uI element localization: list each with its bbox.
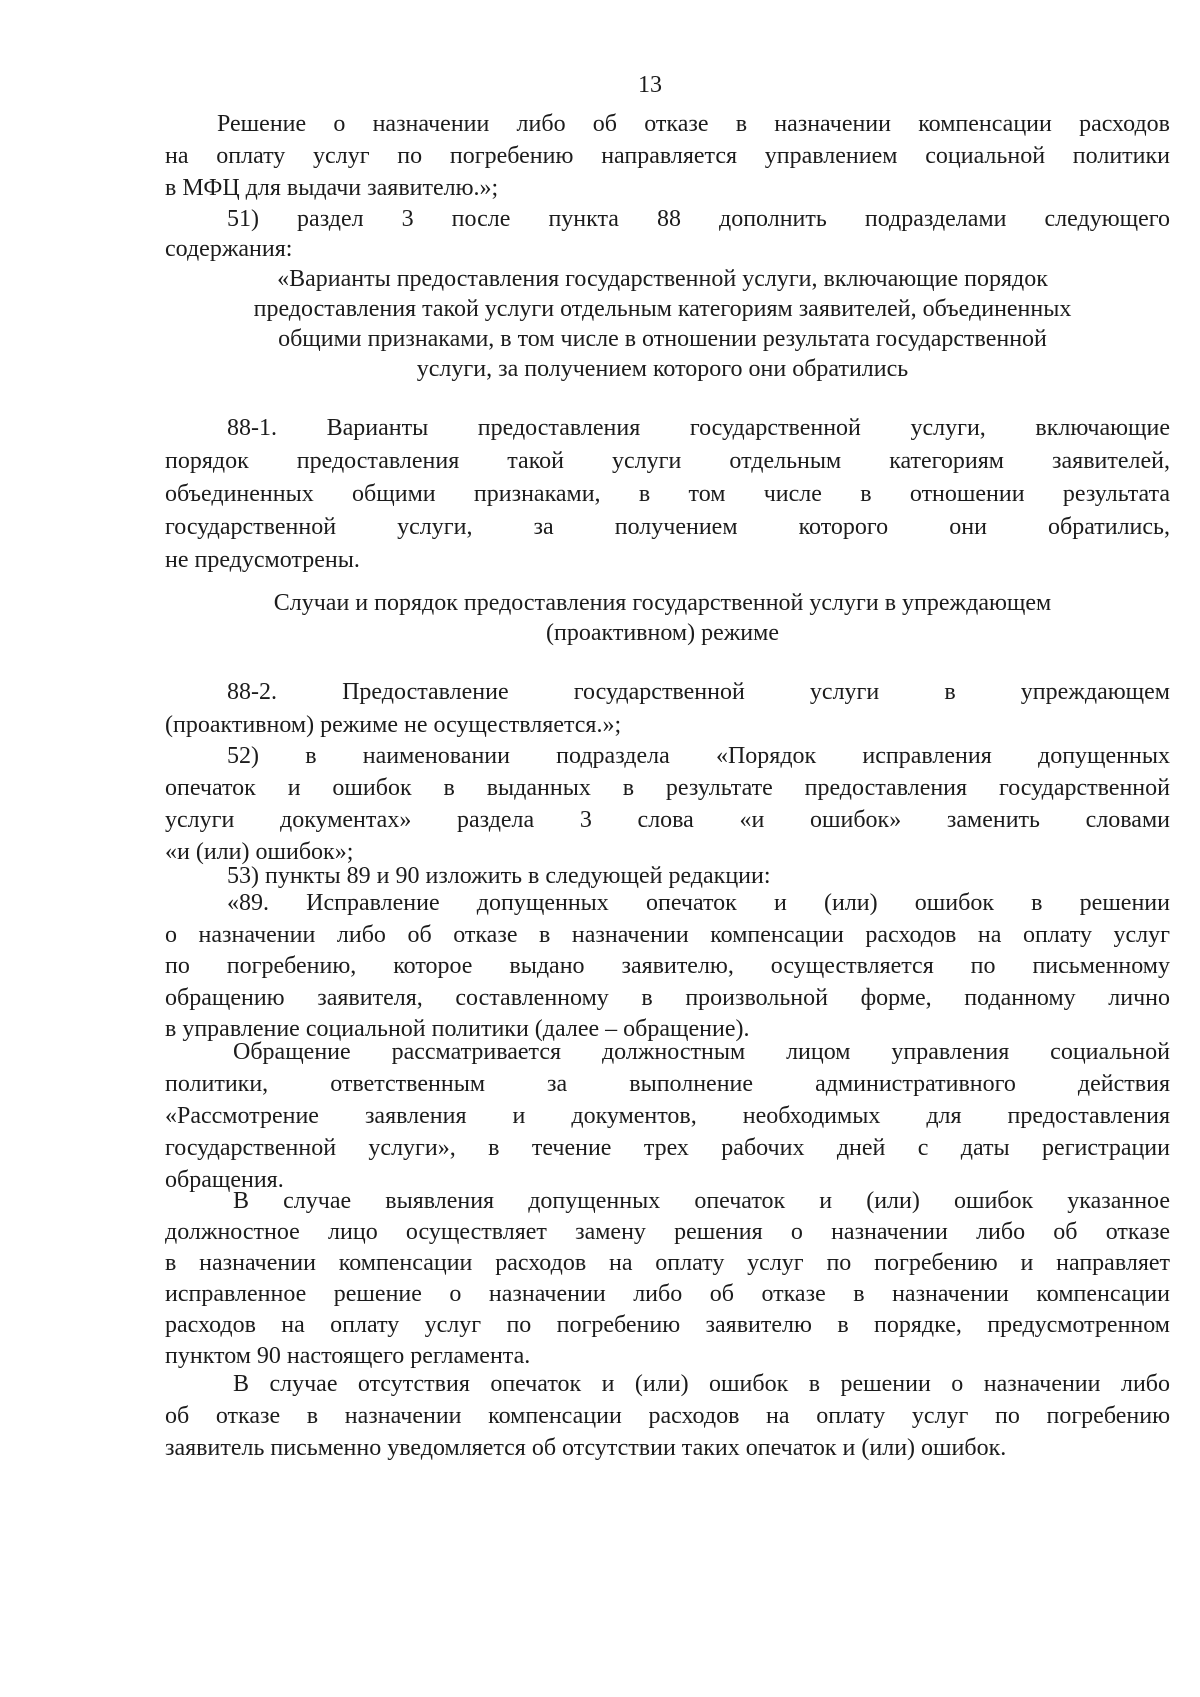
text-line: в управление социальной политики (далее – обращение).: [165, 1016, 750, 1042]
text-line: опечаток и ошибок в выданных в результате предоставления государственной: [165, 775, 1170, 801]
text-line: государственной услуги», в течение трех рабочих дней с даты регистрации: [165, 1135, 1170, 1161]
text-line: в МФЦ для выдачи заявителю.»;: [165, 175, 499, 201]
paragraph-88-1: [165, 412, 1170, 577]
text-line: 52) в наименовании подраздела «Порядок исправления допущенных: [227, 743, 1170, 769]
heading-line: общими признаками, в том числе в отношении результата государственной: [278, 326, 1047, 352]
paragraph-89: [165, 888, 1170, 1046]
text-line: (проактивном) режиме не осуществляется.»;: [165, 712, 622, 738]
text-line: должностное лицо осуществляет замену решения о назначении либо об отказе: [165, 1219, 1170, 1245]
section-heading-proactive: [175, 588, 1150, 648]
page-number: 13: [638, 72, 662, 98]
text-line: В случае выявления допущенных опечаток и (или) ошибок указанное: [233, 1188, 1170, 1214]
text-line: «Рассмотрение заявления и документов, необходимых для предоставления: [165, 1103, 1170, 1129]
text-line: содержания:: [165, 236, 293, 262]
text-line: пунктом 90 настоящего регламента.: [165, 1343, 531, 1369]
paragraph-88-2: [165, 676, 1170, 742]
text-line: расходов на оплату услуг по погребению заявителю в порядке, предусмотренном: [165, 1312, 1170, 1338]
text-line: Решение о назначении либо об отказе в назначении компенсации расходов: [217, 111, 1170, 137]
paragraph-appeal-review: [165, 1036, 1170, 1196]
text-line: об отказе в назначении компенсации расходов на оплату услуг по погребению: [165, 1403, 1170, 1429]
text-line: «и (или) ошибок»;: [165, 839, 354, 865]
heading-line: Случаи и порядок предоставления государственной услуги в упреждающем: [273, 590, 1052, 616]
heading-line: «Варианты предоставления государственной услуги, включающие порядок: [277, 266, 1048, 292]
text-line: по погребению, которое выдано заявителю, осуществляется по письменному: [165, 953, 1170, 979]
text-line: объединенных общими признаками, в том числе в отношении результата: [165, 481, 1170, 507]
text-line: услуги документах» раздела 3 слова «и ошибок» заменить словами: [165, 807, 1170, 833]
text-line: политики, ответственным за выполнение административного действия: [165, 1071, 1170, 1097]
heading-line: услуги, за получением которого они обратились: [416, 356, 909, 382]
text-line: Обращение рассматривается должностным лицом управления социальной: [233, 1039, 1170, 1065]
paragraph-no-errors: [165, 1368, 1170, 1464]
text-line: 53) пункты 89 и 90 изложить в следующей редакции:: [227, 863, 771, 889]
paragraph-item-52: [165, 740, 1170, 868]
text-line: исправленное решение о назначении либо об отказе в назначении компенсации: [165, 1281, 1170, 1307]
text-line: на оплату услуг по погребению направляется управлением социальной политики: [165, 143, 1170, 169]
text-line: «89. Исправление допущенных опечаток и (или) ошибок в решении: [227, 890, 1170, 916]
text-line: о назначении либо об отказе в назначении компенсации расходов на оплату услуг: [165, 921, 1170, 948]
paragraph-item-51: [165, 204, 1170, 264]
text-line: не предусмотрены.: [165, 547, 360, 573]
text-line: 51) раздел 3 после пункта 88 дополнить подразделами следующего: [227, 206, 1170, 232]
text-line: В случае отсутствия опечаток и (или) ошибок в решении о назначении либо: [233, 1371, 1170, 1397]
text-line: заявитель письменно уведомляется об отсутствии таких опечаток и (или) ошибок.: [165, 1435, 1007, 1461]
paragraph-decision-sent: [165, 108, 1170, 204]
heading-line: (проактивном) режиме: [546, 620, 779, 646]
text-line: 88-2. Предоставление государственной услуги в упреждающем: [227, 679, 1170, 705]
text-line: государственной услуги, за получением которого они обратились,: [165, 514, 1170, 540]
text-line: порядок предоставления такой услуги отдельным категориям заявителей,: [165, 448, 1170, 474]
heading-line: предоставления такой услуги отдельным категориям заявителей, объединенных: [253, 296, 1072, 322]
section-heading-variants: [175, 264, 1150, 384]
text-line: в назначении компенсации расходов на оплату услуг по погребению и направляет: [165, 1250, 1170, 1276]
text-line: 88-1. Варианты предоставления государственной услуги, включающие: [227, 415, 1170, 441]
paragraph-errors-found: [165, 1186, 1170, 1372]
text-line: обращению заявителя, составленному в произвольной форме, поданному лично: [165, 984, 1170, 1011]
text-line: обращения.: [165, 1167, 284, 1193]
